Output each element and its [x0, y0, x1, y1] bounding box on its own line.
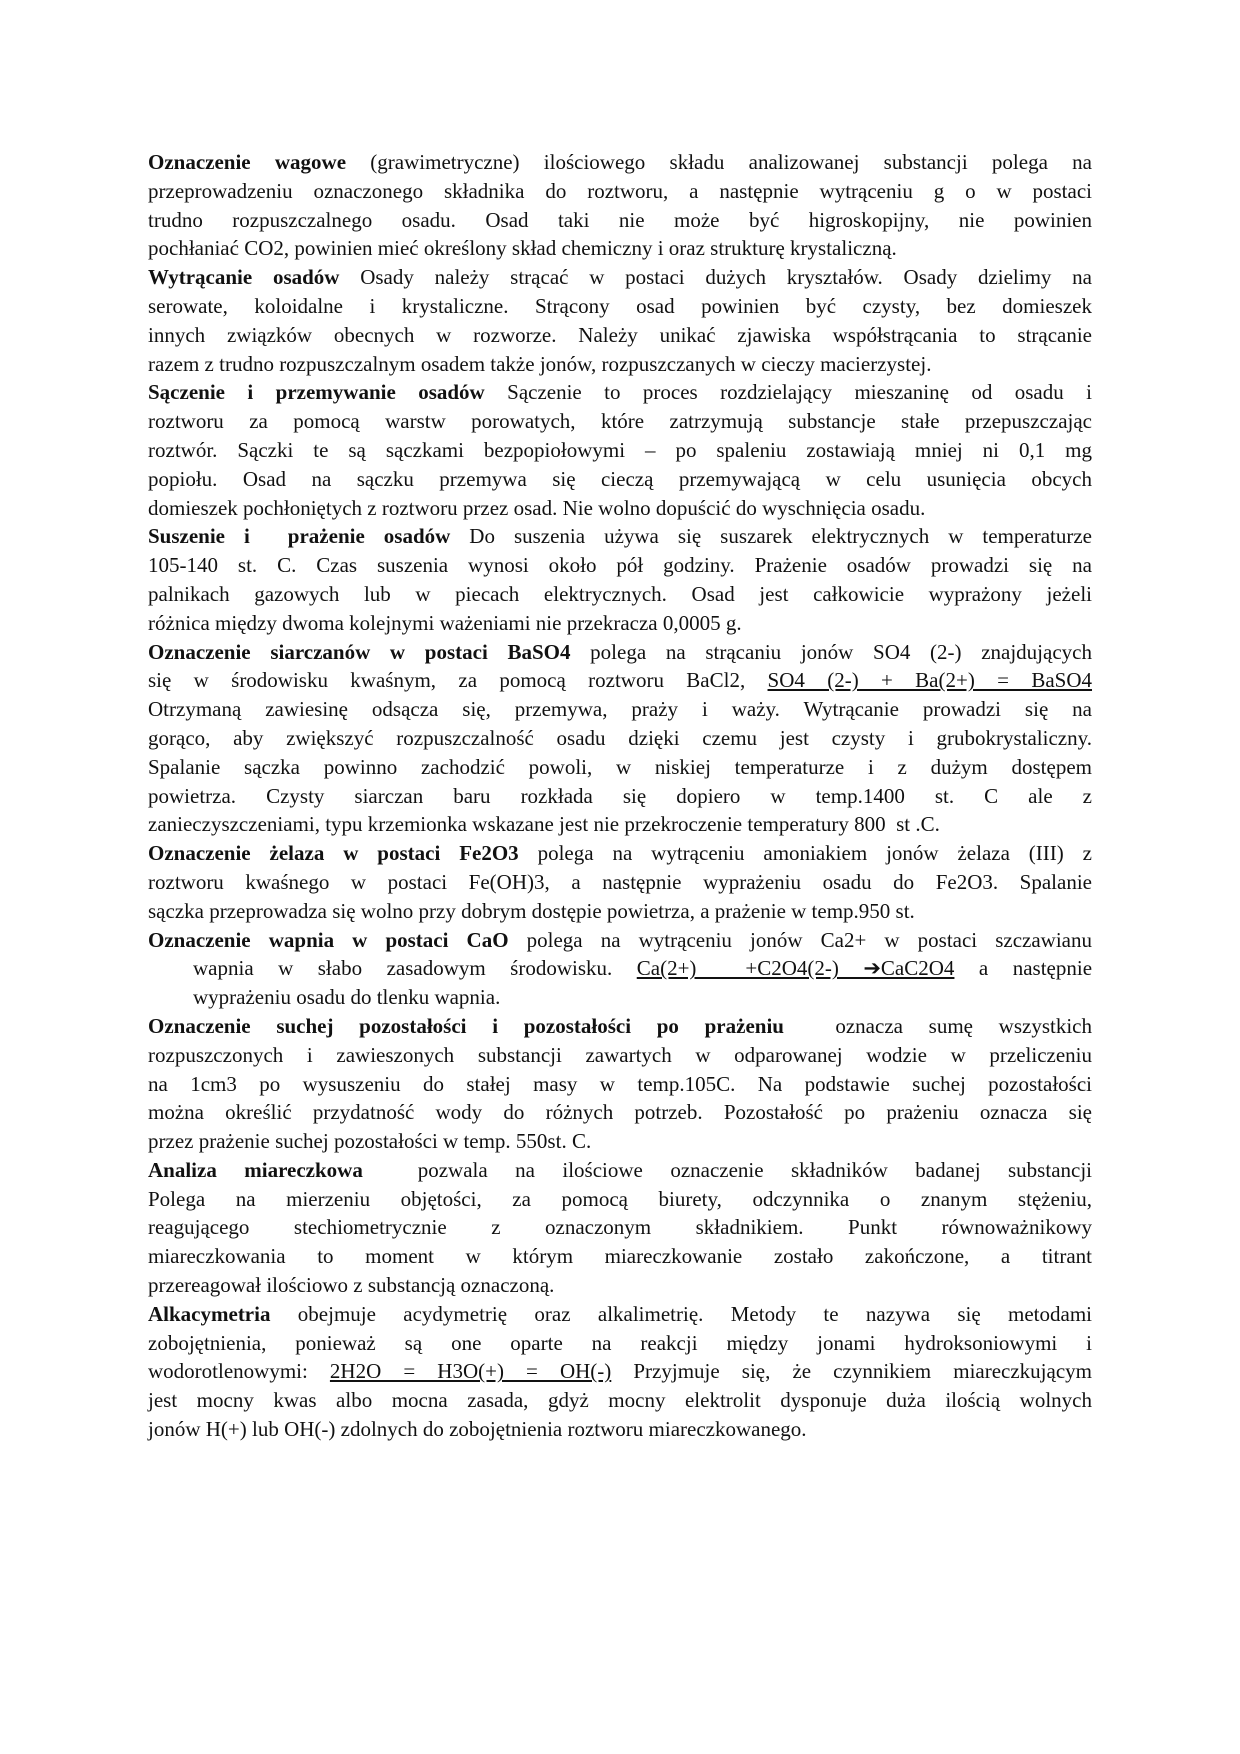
text-line — [148, 638, 1092, 667]
body-text: Do suszenia używa się suszarek elektrycznych w temperaturze — [450, 524, 1092, 549]
text-line — [148, 753, 1092, 782]
body-text: przeprowadzeniu oznaczonego składnika do roztworu, a następnie wytrąceniu g o w postaci — [148, 178, 1092, 203]
text-line — [148, 724, 1092, 753]
text-line — [148, 1185, 1092, 1214]
text-line — [148, 1070, 1092, 1099]
text-line — [148, 407, 1092, 436]
body-text: (grawimetryczne) ilościowego składu analizowanej substancji polega na — [346, 150, 1092, 174]
body-text: Sączenie to proces rozdzielający mieszaninę od osadu i — [484, 380, 1093, 405]
text-line — [148, 436, 1092, 465]
body-text: serowate, koloidalne i krystaliczne. Strącony osad powinien być czysty, bez domieszek — [148, 293, 1092, 318]
text-line — [148, 868, 1092, 897]
text-line — [148, 1329, 1092, 1358]
body-text: Osady należy strącać w postaci dużych kryształów. Osady dzielimy na — [339, 265, 1092, 290]
text-line — [148, 551, 1092, 580]
body-text: reagującego stechiometrycznie z oznaczonym składnikiem. Punkt równoważnikowy — [148, 1215, 1092, 1240]
body-text: miareczkowania to moment w którym miareczkowanie zostało zakończone, a titrant — [148, 1244, 1092, 1269]
body-text: 105-140 st. C. Czas suszenia wynosi około pół godziny. Prażenie osadów prowadzi się na — [148, 553, 1092, 578]
text-line — [148, 1098, 1092, 1127]
text-line — [148, 1357, 1092, 1386]
section-heading: Wytrącanie osadów — [148, 265, 340, 290]
text-line — [148, 263, 1092, 292]
section-heading: Oznaczenie wapnia w postaci CaO — [148, 927, 509, 952]
text-line — [148, 954, 1092, 983]
body-text: wapnia w słabo zasadowym środowisku. — [193, 956, 637, 981]
text-line — [148, 234, 1092, 263]
text-line — [148, 926, 1092, 955]
text-line — [148, 609, 1092, 638]
text-line — [148, 177, 1092, 206]
text-line — [148, 1213, 1092, 1242]
body-text: innych związków obecnych w rozworze. Należy unikać zjawiska współstrącania to strącanie — [148, 322, 1092, 347]
paragraph — [148, 148, 1092, 263]
body-text: Polega na mierzeniu objętości, za pomocą biurety, odczynnika o znanym stężeniu, — [148, 1186, 1092, 1211]
body-text: gorąco, aby zwiększyć rozpuszczalność osadu dzięki czemu jest czysty i grubokrystaliczny. — [148, 725, 1092, 750]
body-text: różnica między dwoma kolejnymi ważeniami nie przekracza 0,0005 g. — [148, 610, 742, 635]
text-line — [148, 350, 1092, 379]
text-line — [148, 1415, 1092, 1444]
body-text: można określić przydatność wody do różnych potrzeb. Pozostałość po prażeniu oznacza się — [148, 1100, 1092, 1125]
chemical-equation: SO4 (2-) + Ba(2+) = BaSO4 — [767, 668, 1093, 693]
text-line — [148, 1127, 1092, 1156]
body-text: oznacza sumę wszystkich — [783, 1013, 1092, 1038]
text-line — [148, 1386, 1092, 1415]
section-heading: Analiza miareczkowa — [148, 1157, 363, 1182]
body-text: roztworu kwaśnego w postaci Fe(OH)3, a następnie wyprażeniu osadu do Fe2O3. Spalanie — [148, 869, 1092, 894]
body-text: popiołu. Osad na sączku przemywa się cieczą przemywającą w celu usunięcia obcych — [148, 466, 1092, 491]
text-line — [148, 148, 1092, 177]
text-line — [148, 1300, 1092, 1329]
section-heading: Alkacymetria — [148, 1301, 271, 1326]
body-text: pozwala na ilościowe oznaczenie składników badanej substancji — [362, 1157, 1092, 1182]
body-text: polega na wytrąceniu amoniakiem jonów żelaza (III) z — [518, 841, 1092, 866]
section-heading: Oznaczenie żelaza w postaci Fe2O3 — [148, 841, 519, 866]
text-line — [148, 292, 1092, 321]
text-line — [148, 1271, 1092, 1300]
body-text: sączka przeprowadza się wolno przy dobrym dostępie powietrza, a prażenie w temp.950 st. — [148, 898, 915, 923]
text-line — [148, 1012, 1092, 1041]
body-text: przez prażenie suchej pozostałości w temp. 550st. C. — [148, 1129, 592, 1154]
body-text: Spalanie sączka powinno zachodzić powoli, w niskiej temperaturze i z dużym dostępem — [148, 754, 1092, 779]
body-text: Otrzymaną zawiesinę odsącza się, przemywa, praży i waży. Wytrącanie prowadzi się na — [148, 697, 1092, 722]
body-text: powietrza. Czysty siarczan baru rozkłada się dopiero w temp.1400 st. C ale z — [148, 783, 1092, 808]
body-text: roztworu za pomocą warstw porowatych, które zatrzymują substancje stałe przepuszczając — [148, 409, 1092, 434]
paragraph — [148, 926, 1092, 1012]
body-text: pochłaniać CO2, powinien mieć określony skład chemiczny i oraz strukturę krystaliczną. — [148, 236, 897, 261]
section-heading: Oznaczenie siarczanów w postaci BaSO4 — [148, 639, 571, 664]
body-text: wodorotlenowymi: — [148, 1359, 330, 1384]
text-line — [148, 321, 1092, 350]
text-line — [148, 810, 1092, 839]
paragraph — [148, 378, 1092, 522]
body-text: jonów H(+) lub OH(-) zdolnych do zobojętnienia roztworu miareczkowanego. — [148, 1417, 807, 1442]
text-line — [148, 782, 1092, 811]
document-page — [148, 148, 1092, 1444]
section-heading: Oznaczenie wagowe — [148, 150, 347, 174]
section-heading: Suszenie i prażenie osadów — [148, 524, 451, 549]
chemical-equation: Ca(2+) +C2O4(2-) ➔CaC2O4 — [636, 956, 955, 981]
body-text: się w środowisku kwaśnym, za pomocą roztworu BaCl2, — [148, 668, 768, 693]
body-text: razem z trudno rozpuszczalnym osadem także jonów, rozpuszczanych w cieczy macierzystej. — [148, 351, 932, 376]
chemical-equation: 2H2O = H3O(+) = OH(-) — [329, 1359, 612, 1384]
body-text: na 1cm3 po wysuszeniu do stałej masy w temp.105C. Na podstawie suchej pozostałości — [148, 1071, 1092, 1096]
paragraph — [148, 1012, 1092, 1156]
text-line — [148, 983, 1092, 1012]
body-text: roztwór. Sączki te są sączkami bezpopiołowymi – po spaleniu zostawiają mniej ni 0,1 mg — [148, 437, 1092, 462]
paragraph — [148, 638, 1092, 840]
body-text: wyprażeniu osadu do tlenku wapnia. — [193, 985, 501, 1010]
text-line — [148, 1041, 1092, 1070]
body-text: przereagował ilościowo z substancją oznaczoną. — [148, 1273, 555, 1298]
text-line — [148, 522, 1092, 551]
paragraph — [148, 1300, 1092, 1444]
body-text: zanieczyszczeniami, typu krzemionka wskazane jest nie przekroczenie temperatury 800 st .C. — [148, 812, 940, 837]
paragraph — [148, 263, 1092, 378]
text-line — [148, 897, 1092, 926]
body-text: polega na strącaniu jonów SO4 (2-) znajdujących — [570, 639, 1092, 664]
text-line — [148, 465, 1092, 494]
body-text: domieszek pochłoniętych z roztworu przez osad. Nie wolno dopuścić do wyschnięcia osadu. — [148, 495, 926, 520]
section-heading: Sączenie i przemywanie osadów — [148, 380, 485, 405]
body-text: zobojętnienia, ponieważ są one oparte na reakcji między jonami hydroksoniowymi i — [148, 1330, 1092, 1355]
body-text: jest mocny kwas albo mocna zasada, gdyż mocny elektrolit dysponuje duża ilością wolnych — [148, 1388, 1092, 1413]
text-line — [148, 494, 1092, 523]
body-text: polega na wytrąceniu jonów Ca2+ w postaci szczawianu — [508, 927, 1093, 952]
text-line — [148, 580, 1092, 609]
body-text: palnikach gazowych lub w piecach elektrycznych. Osad jest całkowicie wyprażony jeżeli — [148, 581, 1092, 606]
body-text: Przyjmuje się, że czynnikiem miareczkującym — [611, 1359, 1092, 1384]
body-text: trudno rozpuszczalnego osadu. Osad taki nie może być higroskopijny, nie powinien — [148, 207, 1092, 232]
section-heading: Oznaczenie suchej pozostałości i pozostałości po prażeniu — [148, 1013, 784, 1038]
text-line — [148, 378, 1092, 407]
body-text: rozpuszczonych i zawieszonych substancji zawartych w odparowanej wodzie w przeliczeniu — [148, 1042, 1092, 1067]
paragraph — [148, 839, 1092, 925]
text-line — [148, 839, 1092, 868]
text-line — [148, 666, 1092, 695]
paragraph — [148, 522, 1092, 637]
text-line — [148, 206, 1092, 235]
text-line — [148, 695, 1092, 724]
body-text: a następnie — [954, 956, 1093, 981]
text-line — [148, 1156, 1092, 1185]
body-text: obejmuje acydymetrię oraz alkalimetrię. Metody te nazywa się metodami — [270, 1301, 1092, 1326]
paragraph — [148, 1156, 1092, 1300]
text-line — [148, 1242, 1092, 1271]
